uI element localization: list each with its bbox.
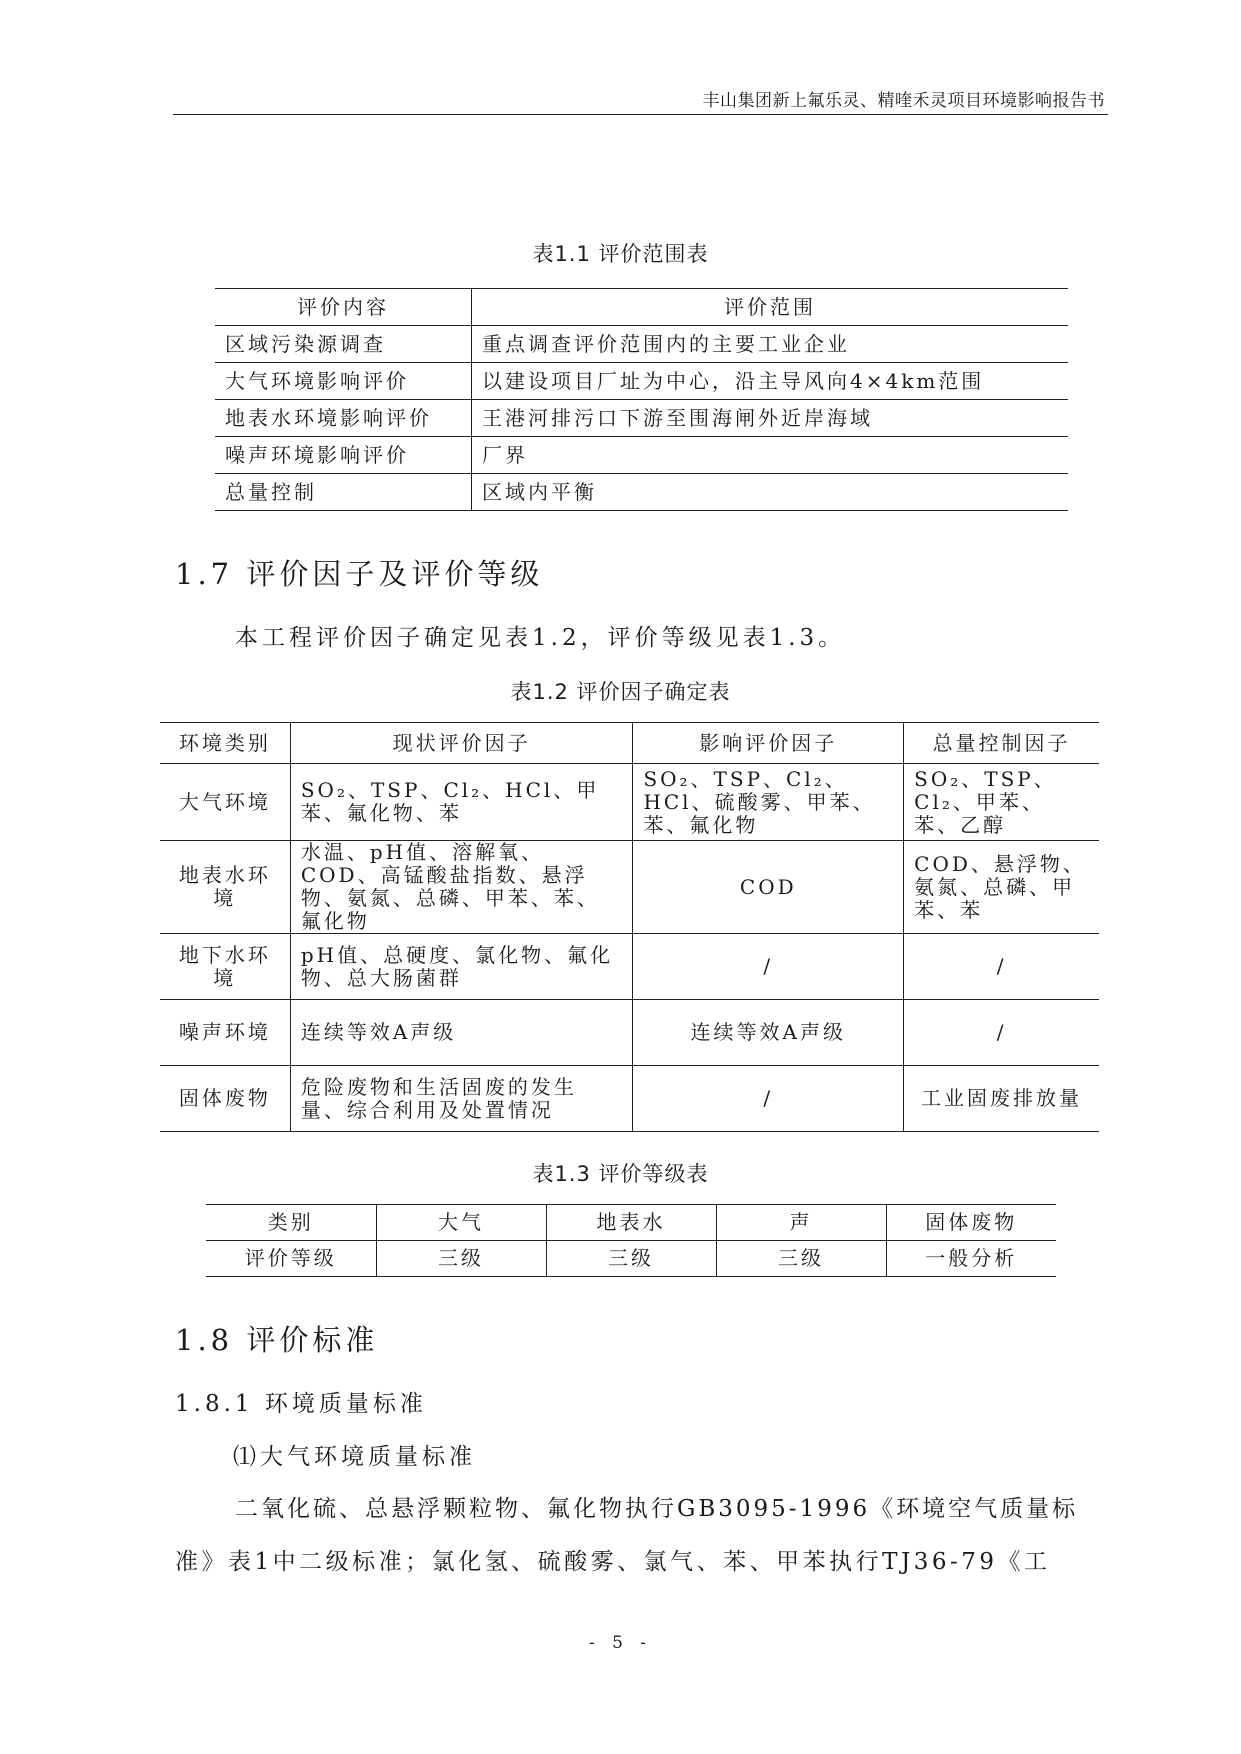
- subsection-heading: 1.8.1 环境质量标准: [175, 1391, 427, 1417]
- table-cell: /: [904, 1000, 1099, 1066]
- table-header-row: [215, 289, 1068, 326]
- table-row: [160, 841, 1099, 934]
- table-cell: 区域污染源调查: [215, 326, 472, 363]
- table-row: [160, 1000, 1099, 1066]
- table-1-2-caption: 表1.2 评价因子确定表: [510, 680, 731, 704]
- section-heading: 1.7 评价因子及评价等级: [175, 557, 544, 591]
- header-cell: 环境类别: [160, 723, 290, 764]
- table-1-3-caption: 表1.3 评价等级表: [532, 1162, 709, 1186]
- table-row: [215, 474, 1068, 511]
- table-1-1-caption: 表1.1 评价范围表: [532, 242, 709, 266]
- table-cell: 三级: [546, 1241, 716, 1277]
- table-cell: pH值、总硬度、氯化物、氟化物、总大肠菌群: [290, 934, 633, 1000]
- header-cell: 声: [716, 1205, 886, 1241]
- body-paragraph-line: 准》表1中二级标准；氯化氢、硫酸雾、氯气、苯、甲苯执行TJ36-79《工: [175, 1549, 1051, 1575]
- table-row: [215, 326, 1068, 363]
- table-cell: /: [633, 934, 904, 1000]
- header-cell: 类别: [206, 1205, 376, 1241]
- table-cell: 三级: [376, 1241, 546, 1277]
- table-cell: 厂界: [472, 437, 1069, 474]
- table-cell: 评价等级: [206, 1241, 376, 1277]
- table-cell: COD: [633, 841, 904, 934]
- section-heading: 1.8 评价标准: [175, 1323, 379, 1357]
- table-cell: 总量控制: [215, 474, 472, 511]
- table-cell: COD、悬浮物、氨氮、总磷、甲苯、苯: [904, 841, 1099, 934]
- table-cell: /: [633, 1066, 904, 1132]
- body-paragraph: 本工程评价因子确定见表1.2，评价等级见表1.3。: [235, 625, 846, 651]
- table-row: [206, 1241, 1056, 1277]
- table-cell: 危险废物和生活固废的发生量、综合利用及处置情况: [290, 1066, 633, 1132]
- header-cell: 影响评价因子: [633, 723, 904, 764]
- header-cell: 总量控制因子: [904, 723, 1099, 764]
- table-cell: 地下水环境: [160, 934, 290, 1000]
- table-cell: 一般分析: [925, 1246, 1018, 1270]
- evaluation-grade-table: [206, 1204, 1056, 1277]
- table-cell: 地表水环境影响评价: [215, 400, 472, 437]
- table-cell: 水温、pH值、溶解氧、COD、高锰酸盐指数、悬浮物、氨氮、总磷、甲苯、苯、氟化物: [290, 841, 633, 934]
- header-cell: 大气: [376, 1205, 546, 1241]
- header-cell: 现状评价因子: [290, 723, 633, 764]
- header-rule: [173, 114, 1108, 115]
- table-cell: 区域内平衡: [482, 479, 597, 504]
- table-cell: SO₂、TSP、Cl₂、HCl、甲苯、氟化物、苯: [290, 764, 633, 841]
- table-row: [160, 934, 1099, 1000]
- table-row: [215, 437, 1068, 474]
- table-header-row: [160, 723, 1099, 764]
- table-cell: 连续等效A声级: [290, 1000, 633, 1066]
- table-cell: 噪声环境影响评价: [215, 437, 472, 474]
- table-cell: 以建设项目厂址为中心，沿主导风向4×4km范围: [472, 363, 1069, 400]
- table-cell: 重点调查评价范围内的主要工业企业: [472, 326, 1069, 363]
- evaluation-scope-table: [215, 288, 1068, 511]
- list-item: ⑴大气环境质量标准: [233, 1444, 476, 1470]
- running-header-title: 丰山集团新上氟乐灵、精喹禾灵项目环境影响报告书: [702, 91, 1105, 111]
- header-cell: 固体废物: [886, 1205, 1056, 1241]
- table-cell: SO₂、TSP、Cl₂、甲苯、苯、乙醇: [904, 764, 1099, 841]
- header-cell: 地表水: [546, 1205, 716, 1241]
- table-row: [215, 363, 1068, 400]
- table-cell: 噪声环境: [160, 1000, 290, 1066]
- table-row: [160, 1066, 1099, 1132]
- table-cell: 大气环境影响评价: [215, 363, 472, 400]
- evaluation-factor-table: [160, 722, 1099, 1132]
- table-cell: 大气环境: [160, 764, 290, 841]
- table-row: [160, 764, 1099, 841]
- body-paragraph-line: 二氧化硫、总悬浮颗粒物、氟化物执行GB3095-1996《环境空气质量标: [235, 1496, 1079, 1522]
- table-header-row: [206, 1205, 1056, 1241]
- table-cell: SO₂、TSP、Cl₂、HCl、硫酸雾、甲苯、苯、氟化物: [633, 764, 904, 841]
- table-cell: /: [904, 934, 1099, 1000]
- table-cell: 工业固废排放量: [904, 1066, 1099, 1132]
- header-cell: 评价范围: [472, 289, 1069, 326]
- page-number: - 5 -: [588, 1633, 653, 1653]
- table-cell: 王港河排污口下游至围海闸外近岸海域: [472, 400, 1069, 437]
- header-cell: 评价内容: [215, 289, 472, 326]
- table-cell: 连续等效A声级: [633, 1000, 904, 1066]
- table-row: [215, 400, 1068, 437]
- table-cell: 固体废物: [160, 1066, 290, 1132]
- table-cell: 地表水环境: [160, 841, 290, 934]
- table-cell: 三级: [716, 1241, 886, 1277]
